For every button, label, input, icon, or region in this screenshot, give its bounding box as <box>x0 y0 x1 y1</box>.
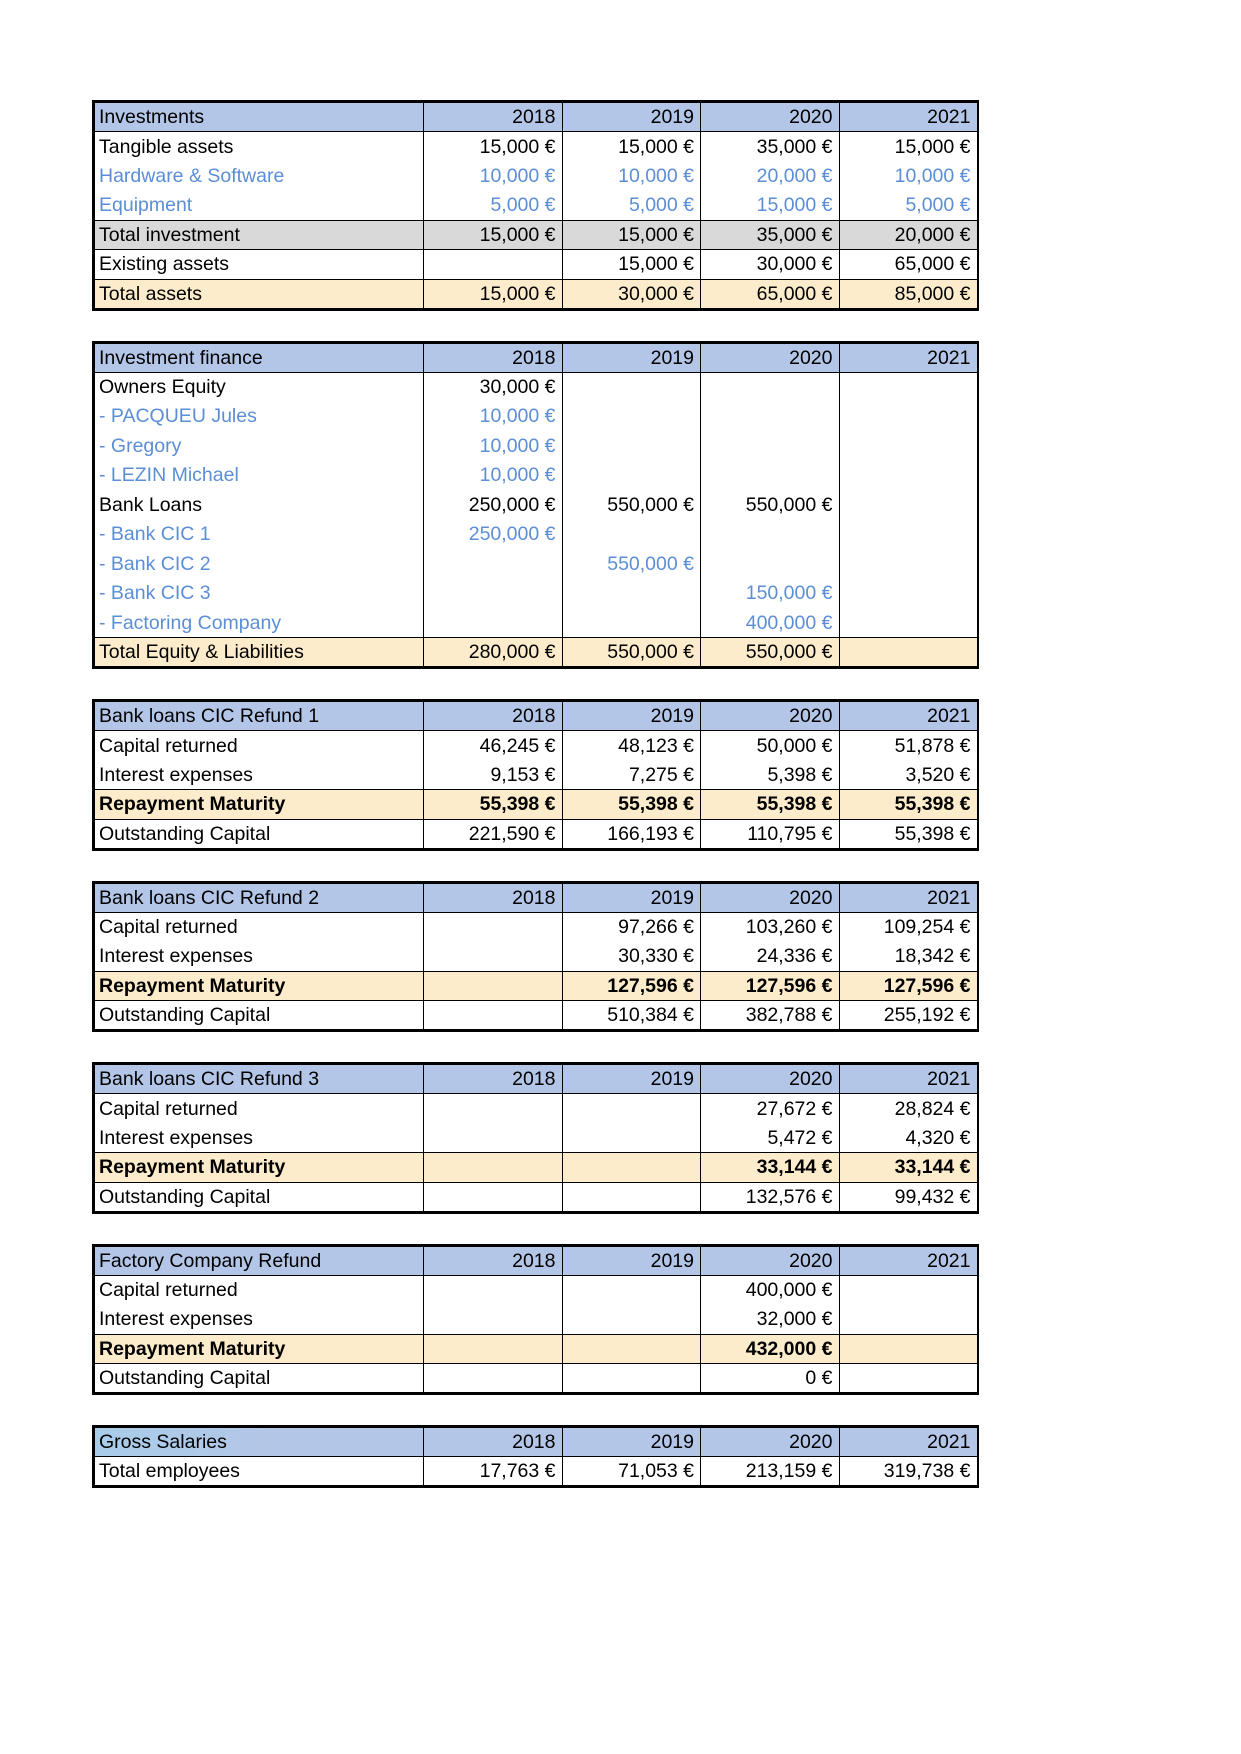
row-value-cell: 17,763 € <box>424 1457 563 1487</box>
row-value-cell <box>839 520 978 550</box>
column-header-year: 2019 <box>562 701 701 731</box>
row-value-cell: 55,398 € <box>839 790 978 820</box>
table-cic-refund-2 <box>92 881 979 1033</box>
row-value-cell: 33,144 € <box>839 1153 978 1183</box>
row-value-cell <box>839 1364 978 1394</box>
row-value-cell <box>424 1123 563 1153</box>
row-value-cell: 51,878 € <box>839 731 978 761</box>
row-value-cell: 10,000 € <box>424 461 563 491</box>
table-row <box>94 490 978 520</box>
row-label-cell: Bank Loans <box>94 490 424 520</box>
row-label-cell: Total assets <box>94 279 424 309</box>
table-title-cell: Bank loans CIC Refund 2 <box>94 882 424 912</box>
table-title-cell: Bank loans CIC Refund 3 <box>94 1064 424 1094</box>
row-value-cell <box>424 912 563 942</box>
table-investments <box>92 100 979 311</box>
table-row <box>94 161 978 191</box>
column-header-year: 2018 <box>424 701 563 731</box>
row-value-cell: 510,384 € <box>562 1001 701 1031</box>
table-header-row <box>94 102 978 132</box>
row-value-cell <box>424 250 563 280</box>
table-row <box>94 220 978 250</box>
column-header-year: 2019 <box>562 1245 701 1275</box>
row-value-cell: 99,432 € <box>839 1182 978 1212</box>
table-row <box>94 1123 978 1153</box>
row-label-cell: - LEZIN Michael <box>94 461 424 491</box>
row-value-cell <box>562 372 701 402</box>
row-value-cell <box>424 549 563 579</box>
row-label-cell: Interest expenses <box>94 760 424 790</box>
table-row <box>94 431 978 461</box>
table-row <box>94 250 978 280</box>
table-row <box>94 1275 978 1305</box>
row-value-cell: 10,000 € <box>424 402 563 432</box>
row-value-cell: 550,000 € <box>701 490 840 520</box>
row-value-cell: 550,000 € <box>562 549 701 579</box>
table-row <box>94 1094 978 1124</box>
row-value-cell: 166,193 € <box>562 819 701 849</box>
row-value-cell <box>839 579 978 609</box>
row-value-cell: 4,320 € <box>839 1123 978 1153</box>
row-value-cell: 5,472 € <box>701 1123 840 1153</box>
table-row <box>94 579 978 609</box>
table-row <box>94 402 978 432</box>
row-value-cell: 9,153 € <box>424 760 563 790</box>
column-header-year: 2018 <box>424 342 563 372</box>
table-row <box>94 638 978 668</box>
table-header-row <box>94 1245 978 1275</box>
row-label-cell: Total Equity & Liabilities <box>94 638 424 668</box>
row-value-cell: 15,000 € <box>562 132 701 162</box>
row-value-cell <box>562 1123 701 1153</box>
row-value-cell: 15,000 € <box>562 250 701 280</box>
row-value-cell: 71,053 € <box>562 1457 701 1487</box>
column-header-year: 2020 <box>701 1427 840 1457</box>
row-value-cell: 400,000 € <box>701 1275 840 1305</box>
row-value-cell: 27,672 € <box>701 1094 840 1124</box>
row-value-cell: 221,590 € <box>424 819 563 849</box>
row-label-cell: Capital returned <box>94 1275 424 1305</box>
row-value-cell <box>839 402 978 432</box>
row-value-cell <box>562 1094 701 1124</box>
column-header-year: 2021 <box>839 342 978 372</box>
spreadsheet-tables-container <box>92 100 976 1488</box>
row-value-cell: 0 € <box>701 1364 840 1394</box>
row-value-cell <box>562 1275 701 1305</box>
row-value-cell <box>839 490 978 520</box>
row-value-cell <box>424 1094 563 1124</box>
table-cic-refund-1 <box>92 699 979 851</box>
row-value-cell <box>562 461 701 491</box>
table-factory-company-refund <box>92 1244 979 1396</box>
row-value-cell: 46,245 € <box>424 731 563 761</box>
row-label-cell: - Gregory <box>94 431 424 461</box>
column-header-year: 2021 <box>839 1245 978 1275</box>
row-value-cell <box>562 1305 701 1335</box>
row-label-cell: - PACQUEU Jules <box>94 402 424 432</box>
row-value-cell: 382,788 € <box>701 1001 840 1031</box>
row-value-cell: 30,000 € <box>701 250 840 280</box>
table-row <box>94 520 978 550</box>
row-value-cell: 127,596 € <box>562 971 701 1001</box>
table-row <box>94 1001 978 1031</box>
column-header-year: 2019 <box>562 1064 701 1094</box>
table-title-cell: Gross Salaries <box>94 1427 424 1457</box>
row-value-cell: 30,000 € <box>562 279 701 309</box>
row-label-cell: - Bank CIC 2 <box>94 549 424 579</box>
row-label-cell: - Bank CIC 3 <box>94 579 424 609</box>
table-row <box>94 132 978 162</box>
row-label-cell: Capital returned <box>94 912 424 942</box>
row-label-cell: Outstanding Capital <box>94 1001 424 1031</box>
row-value-cell: 5,000 € <box>839 191 978 221</box>
row-value-cell: 5,000 € <box>424 191 563 221</box>
row-value-cell: 55,398 € <box>839 819 978 849</box>
row-value-cell: 127,596 € <box>701 971 840 1001</box>
table-row <box>94 191 978 221</box>
row-value-cell: 319,738 € <box>839 1457 978 1487</box>
row-value-cell: 15,000 € <box>839 132 978 162</box>
table-title-cell: Bank loans CIC Refund 1 <box>94 701 424 731</box>
row-value-cell: 65,000 € <box>839 250 978 280</box>
row-value-cell: 5,398 € <box>701 760 840 790</box>
row-value-cell: 50,000 € <box>701 731 840 761</box>
table-row <box>94 760 978 790</box>
column-header-year: 2021 <box>839 102 978 132</box>
row-value-cell: 15,000 € <box>424 279 563 309</box>
row-value-cell: 15,000 € <box>424 132 563 162</box>
row-value-cell: 15,000 € <box>701 191 840 221</box>
row-value-cell <box>424 942 563 972</box>
row-value-cell <box>424 1153 563 1183</box>
row-value-cell: 30,000 € <box>424 372 563 402</box>
row-label-cell: Tangible assets <box>94 132 424 162</box>
row-value-cell: 55,398 € <box>424 790 563 820</box>
column-header-year: 2021 <box>839 1064 978 1094</box>
row-value-cell: 10,000 € <box>562 161 701 191</box>
row-value-cell: 20,000 € <box>839 220 978 250</box>
row-value-cell: 28,824 € <box>839 1094 978 1124</box>
row-value-cell: 550,000 € <box>701 638 840 668</box>
row-label-cell: - Bank CIC 1 <box>94 520 424 550</box>
row-label-cell: Capital returned <box>94 1094 424 1124</box>
row-value-cell: 10,000 € <box>424 161 563 191</box>
column-header-year: 2021 <box>839 1427 978 1457</box>
row-value-cell: 432,000 € <box>701 1334 840 1364</box>
row-value-cell: 109,254 € <box>839 912 978 942</box>
column-header-year: 2018 <box>424 102 563 132</box>
column-header-year: 2020 <box>701 342 840 372</box>
row-label-cell: Interest expenses <box>94 1123 424 1153</box>
row-value-cell <box>839 1275 978 1305</box>
row-value-cell: 55,398 € <box>701 790 840 820</box>
row-label-cell: - Factoring Company <box>94 608 424 638</box>
column-header-year: 2021 <box>839 701 978 731</box>
row-value-cell <box>701 431 840 461</box>
row-value-cell <box>839 549 978 579</box>
row-value-cell: 150,000 € <box>701 579 840 609</box>
row-value-cell: 18,342 € <box>839 942 978 972</box>
table-row <box>94 1364 978 1394</box>
table-row <box>94 790 978 820</box>
row-value-cell <box>424 608 563 638</box>
column-header-year: 2020 <box>701 1064 840 1094</box>
row-label-cell: Repayment Maturity <box>94 971 424 1001</box>
row-value-cell: 250,000 € <box>424 490 563 520</box>
column-header-year: 2020 <box>701 102 840 132</box>
row-value-cell <box>562 608 701 638</box>
table-row <box>94 1305 978 1335</box>
row-value-cell: 213,159 € <box>701 1457 840 1487</box>
row-label-cell: Repayment Maturity <box>94 1334 424 1364</box>
row-label-cell: Owners Equity <box>94 372 424 402</box>
row-value-cell: 20,000 € <box>701 161 840 191</box>
row-label-cell: Capital returned <box>94 731 424 761</box>
row-value-cell: 15,000 € <box>424 220 563 250</box>
table-row <box>94 1457 978 1487</box>
row-value-cell: 550,000 € <box>562 490 701 520</box>
row-value-cell <box>562 579 701 609</box>
row-value-cell <box>701 549 840 579</box>
row-value-cell: 30,330 € <box>562 942 701 972</box>
row-value-cell <box>424 1364 563 1394</box>
row-value-cell <box>424 1275 563 1305</box>
row-value-cell: 10,000 € <box>424 431 563 461</box>
table-row <box>94 971 978 1001</box>
column-header-year: 2020 <box>701 882 840 912</box>
column-header-year: 2020 <box>701 1245 840 1275</box>
row-label-cell: Interest expenses <box>94 942 424 972</box>
row-value-cell <box>424 579 563 609</box>
row-label-cell: Existing assets <box>94 250 424 280</box>
row-value-cell: 35,000 € <box>701 132 840 162</box>
row-value-cell: 24,336 € <box>701 942 840 972</box>
row-label-cell: Equipment <box>94 191 424 221</box>
table-title-cell: Investment finance <box>94 342 424 372</box>
table-header-row <box>94 342 978 372</box>
row-value-cell: 110,795 € <box>701 819 840 849</box>
row-label-cell: Repayment Maturity <box>94 1153 424 1183</box>
row-value-cell: 33,144 € <box>701 1153 840 1183</box>
row-value-cell <box>424 1001 563 1031</box>
table-header-row <box>94 1427 978 1457</box>
row-value-cell <box>839 461 978 491</box>
table-investment-finance <box>92 341 979 670</box>
table-row <box>94 1153 978 1183</box>
row-value-cell <box>701 402 840 432</box>
table-gross-salaries <box>92 1425 979 1488</box>
table-row <box>94 1182 978 1212</box>
row-value-cell <box>701 461 840 491</box>
row-value-cell <box>839 638 978 668</box>
table-row <box>94 608 978 638</box>
table-header-row <box>94 882 978 912</box>
table-row <box>94 1334 978 1364</box>
row-value-cell: 35,000 € <box>701 220 840 250</box>
row-value-cell: 48,123 € <box>562 731 701 761</box>
row-value-cell <box>424 1305 563 1335</box>
row-value-cell <box>839 372 978 402</box>
table-row <box>94 279 978 309</box>
row-value-cell <box>562 1334 701 1364</box>
row-value-cell: 65,000 € <box>701 279 840 309</box>
row-value-cell <box>424 1334 563 1364</box>
row-value-cell: 97,266 € <box>562 912 701 942</box>
row-label-cell: Outstanding Capital <box>94 1182 424 1212</box>
row-value-cell <box>562 431 701 461</box>
row-value-cell <box>562 1364 701 1394</box>
row-value-cell <box>839 1334 978 1364</box>
row-value-cell: 55,398 € <box>562 790 701 820</box>
row-value-cell <box>424 1182 563 1212</box>
row-value-cell <box>701 520 840 550</box>
row-value-cell <box>424 971 563 1001</box>
row-value-cell <box>562 1153 701 1183</box>
row-value-cell <box>562 520 701 550</box>
table-cic-refund-3 <box>92 1062 979 1214</box>
row-value-cell: 280,000 € <box>424 638 563 668</box>
row-value-cell: 400,000 € <box>701 608 840 638</box>
row-value-cell <box>839 608 978 638</box>
row-label-cell: Outstanding Capital <box>94 819 424 849</box>
row-value-cell: 5,000 € <box>562 191 701 221</box>
table-row <box>94 942 978 972</box>
table-row <box>94 912 978 942</box>
row-label-cell: Total investment <box>94 220 424 250</box>
column-header-year: 2019 <box>562 1427 701 1457</box>
table-title-cell: Factory Company Refund <box>94 1245 424 1275</box>
column-header-year: 2018 <box>424 882 563 912</box>
row-label-cell: Hardware & Software <box>94 161 424 191</box>
column-header-year: 2018 <box>424 1064 563 1094</box>
column-header-year: 2019 <box>562 342 701 372</box>
row-value-cell: 550,000 € <box>562 638 701 668</box>
row-value-cell <box>839 431 978 461</box>
row-label-cell: Outstanding Capital <box>94 1364 424 1394</box>
table-row <box>94 461 978 491</box>
row-value-cell: 10,000 € <box>839 161 978 191</box>
row-value-cell: 85,000 € <box>839 279 978 309</box>
row-value-cell <box>562 1182 701 1212</box>
row-value-cell: 103,260 € <box>701 912 840 942</box>
column-header-year: 2019 <box>562 882 701 912</box>
row-value-cell: 32,000 € <box>701 1305 840 1335</box>
row-value-cell: 7,275 € <box>562 760 701 790</box>
row-label-cell: Total employees <box>94 1457 424 1487</box>
row-label-cell: Interest expenses <box>94 1305 424 1335</box>
column-header-year: 2021 <box>839 882 978 912</box>
table-title-cell: Investments <box>94 102 424 132</box>
row-value-cell: 3,520 € <box>839 760 978 790</box>
table-row <box>94 549 978 579</box>
row-value-cell <box>562 402 701 432</box>
row-value-cell <box>839 1305 978 1335</box>
table-row <box>94 731 978 761</box>
row-value-cell: 15,000 € <box>562 220 701 250</box>
column-header-year: 2020 <box>701 701 840 731</box>
row-label-cell: Repayment Maturity <box>94 790 424 820</box>
row-value-cell <box>701 372 840 402</box>
row-value-cell: 255,192 € <box>839 1001 978 1031</box>
table-header-row <box>94 1064 978 1094</box>
row-value-cell: 127,596 € <box>839 971 978 1001</box>
row-value-cell: 250,000 € <box>424 520 563 550</box>
column-header-year: 2019 <box>562 102 701 132</box>
column-header-year: 2018 <box>424 1245 563 1275</box>
column-header-year: 2018 <box>424 1427 563 1457</box>
table-header-row <box>94 701 978 731</box>
table-row <box>94 819 978 849</box>
table-row <box>94 372 978 402</box>
row-value-cell: 132,576 € <box>701 1182 840 1212</box>
